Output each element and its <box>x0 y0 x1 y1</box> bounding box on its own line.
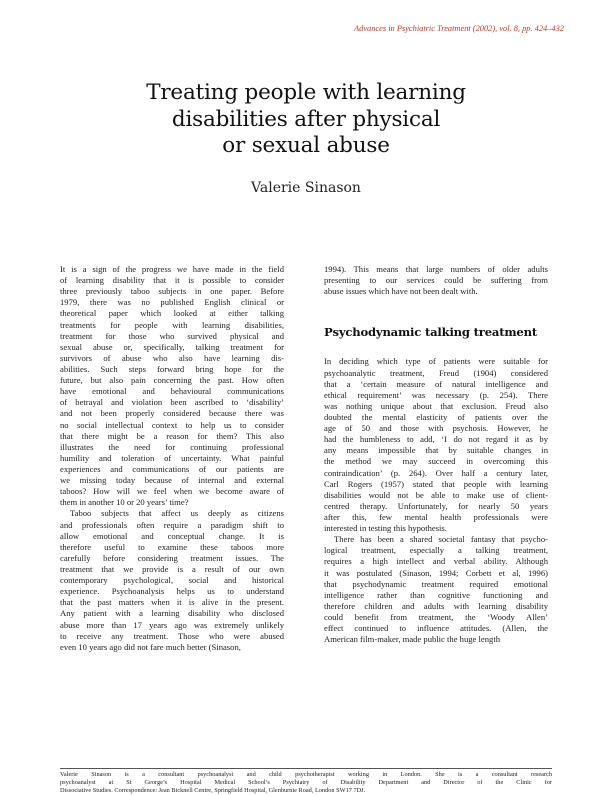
footnote-line: Valerie Sinason is a consultant psychoanalyst and child psychotherapist working in London. She is a consultant research <box>60 771 552 778</box>
body-text-line: treatments for people with learning disabilities, <box>60 319 284 330</box>
body-text-line: taboos? How will we feel when we become aware of <box>60 486 284 497</box>
footnote-line: Dissociative Studies. Correspondence: Jean Bicknell Centre, Springfield Hospital, Glenburnie Road, London SW17 7DJ. <box>60 787 366 794</box>
body-text-line: contraindication’ (p. 264). Over half a century later, <box>324 467 548 478</box>
body-text-line: disabilities would not be able to make use of client- <box>324 489 548 500</box>
body-text-line: we missing today because of internal and external <box>60 475 284 486</box>
body-text-line: abuse issues which have not been dealt with. <box>324 286 478 297</box>
body-text-line: of betrayal and violation been ascribed to ‘disability’ <box>60 397 284 408</box>
body-text-line: that a ‘certain measure of natural intelligence and <box>324 378 548 389</box>
body-text-line: Any patient with a learning disability who disclosed <box>60 608 284 619</box>
body-text-line: In deciding which type of patients were suitable for <box>324 356 548 367</box>
body-text-line: was nothing unique about that exclusion. Freud also <box>324 400 548 411</box>
article-title <box>60 80 552 160</box>
article-title-block <box>60 80 552 196</box>
body-text-line: contemporary psychological, social and historical <box>60 575 284 586</box>
body-text-line: allow emotional and conceptual change. It is <box>60 530 284 541</box>
body-text-line: illustrates the need for continuing professional <box>60 441 284 452</box>
body-text-line: Taboo subjects that affect us deeply as citizens <box>70 508 284 519</box>
author-name: Valerie Sinason <box>251 179 361 196</box>
body-text-line: abuse more than 17 years ago was extremely unlikely <box>60 619 284 630</box>
body-text-line: experiences and communications of our patients are <box>60 463 284 474</box>
body-text-line: 1994). This means that large numbers of older adults <box>324 264 548 274</box>
right-column-intro <box>324 264 548 297</box>
left-column <box>60 264 284 653</box>
body-text-line: age of 50 and those with psychosis. However, he <box>324 423 548 434</box>
body-text-line: no social intellectual context to help us to consider <box>60 419 284 430</box>
title-line: or sexual abuse <box>222 133 390 158</box>
journal-header: Advances in Psychiatric Treatment (2002), vol. 8, pp. 424–432 <box>354 24 564 33</box>
body-text-line: doubted the mental elasticity of patients over the <box>324 412 548 422</box>
body-text-line: intelligence rather than cognitive functioning and <box>324 589 548 600</box>
body-text-line: therefore children and adults with learning disability <box>324 600 548 611</box>
body-text-line: could benefit from treatment, the ‘Woody Allen’ <box>324 611 548 622</box>
body-text-line: It is a sign of the progress we have made in the field <box>60 264 284 274</box>
body-text-line: have emotional and behavioural communications <box>60 386 284 397</box>
body-text-line: interested in testing this hypothesis. <box>324 523 447 534</box>
body-text-line: the method we may succeed in overcoming this <box>324 456 548 467</box>
body-text-line: even 10 years ago did not fare much better (Sinason, <box>60 641 241 652</box>
body-text-line: sexual abuse or, specifically, talking treatment for <box>60 341 284 352</box>
right-column <box>324 264 548 645</box>
body-text-line: and professionals often require a paradigm shift to <box>60 519 284 530</box>
body-text-line: There has been a shared societal fantasy that psycho- <box>334 534 548 545</box>
author-footnote <box>60 771 552 795</box>
body-text-line: abilities. Such steps forward bring hope for the <box>60 363 284 374</box>
body-text-line: them in another 10 or 20 years’ time? <box>60 497 189 508</box>
body-text-line: any means impossible that by suitable changes in <box>324 445 548 456</box>
body-text-line: humility and toleration of uncertainty. What painful <box>60 452 284 463</box>
body-text-line: 1979, there was no published English clinical or <box>60 297 284 308</box>
body-text-line: had the humbleness to add, ‘I do not regard it as by <box>324 434 548 445</box>
body-text-line: future, but also pain concerning the past. How often <box>60 375 284 386</box>
body-text-line: that psychodynamic treatment required emotional <box>324 578 548 589</box>
body-text-line: after this, few mental health professionals were <box>324 511 548 522</box>
body-text-line: carefully before considering treatment issues. The <box>60 552 284 563</box>
body-text-line: treatment that we provide is a result of our own <box>60 563 284 574</box>
section-heading: Psychodynamic talking treatment <box>324 325 537 340</box>
title-line: disabilities after physical <box>171 106 441 132</box>
body-text-line: centred therapy. Unfortunately, for nearly 50 years <box>324 500 548 511</box>
footnote-divider <box>60 768 552 769</box>
body-text-line: ethical requirement’ was necessary (p. 254). There <box>324 389 548 400</box>
body-text-line: to receive any treatment. Those who were abused <box>60 630 284 641</box>
body-text-line: survivors of abuse who also have learning dis- <box>60 352 284 363</box>
body-text-line: American film-maker, made public the huge length <box>324 634 501 645</box>
body-text-line: presenting to our services could be suffering from <box>324 275 548 286</box>
right-column-body <box>324 356 548 645</box>
footnote-line: psychoanalyst at St George’s Hospital Medical School’s Psychiatry of Disability Department and Director of the Clinic for <box>60 779 552 786</box>
body-text-line: theoretical paper which looked at either talking <box>60 308 284 319</box>
body-text-line: effect continued to influence attitudes. (Allen, the <box>324 623 548 634</box>
body-text-line: experience. Psychoanalysis helps us to understand <box>60 586 284 597</box>
body-text-line: requires a high intellect and verbal ability. Although <box>324 556 548 567</box>
body-text-line: it was postulated (Sinason, 1994; Corbett et al, 1996) <box>324 567 548 578</box>
body-text-line: that there might be a reason for them? This also <box>60 430 284 441</box>
body-text-line: treatment for those who survived physical and <box>60 330 284 341</box>
body-text-line: three previously taboo subjects in one paper. Before <box>60 286 284 297</box>
body-text-line: of learning disability that it is possible to consider <box>60 275 284 286</box>
body-text-line: psychoanalytic treatment, Freud (1904) considered <box>324 367 548 378</box>
body-text-line: therefore useful to examine these taboos more <box>60 541 284 552</box>
body-text-line: Carl Rogers (1957) stated that people with learning <box>324 478 548 489</box>
body-text-line: and not been properly considered because there was <box>60 408 284 419</box>
body-text-line: that the past matters when it is alive in the present. <box>60 597 284 608</box>
title-line: Treating people with learning <box>146 80 466 105</box>
body-text-line: logical treatment, especially a talking treatment, <box>324 545 548 556</box>
